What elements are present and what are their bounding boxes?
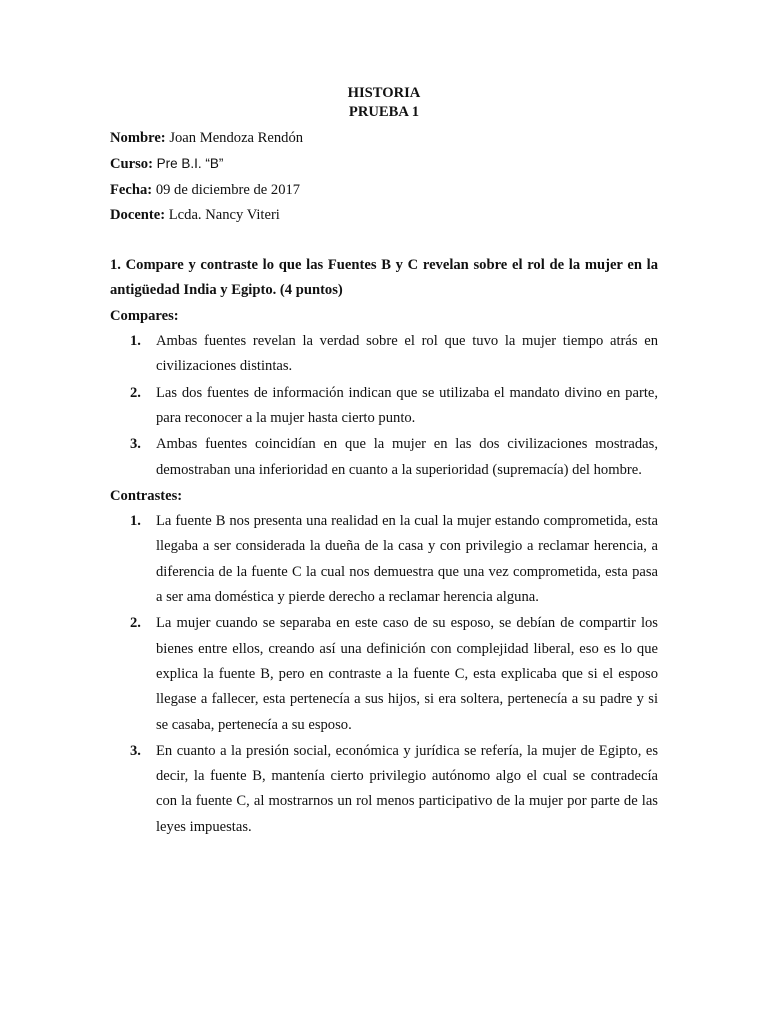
item-number: 2. (130, 615, 141, 632)
list-item (110, 509, 658, 610)
item-number: 1. (130, 513, 141, 530)
item-number: 3. (130, 436, 141, 453)
docente-label: Docente: (110, 206, 166, 223)
nombre-value: Joan Mendoza Rendón (169, 130, 304, 146)
nombre-label: Nombre: (110, 130, 166, 146)
question-text: 1. Compare y contraste lo que las Fuentes B y C revelan sobre el rol de la mujer en la antigüedad India y Egipto. (4 puntos) (110, 257, 658, 299)
list-item (110, 432, 658, 483)
field-fecha (110, 178, 658, 203)
compares-heading: Compares: (110, 307, 179, 324)
compares-list (110, 329, 658, 483)
contrastes-heading: Contrastes: (110, 487, 183, 504)
docente-value: Lcda. Nancy Viteri (168, 206, 280, 223)
item-number: 2. (130, 384, 141, 401)
item-text: Ambas fuentes coincidían en que la mujer en las dos civilizaciones mostradas, demostraban una inferioridad en cuanto a la superioridad (supremacía) del hombre. (156, 436, 658, 478)
document-subtitle: PRUEBA 1 (348, 104, 420, 120)
document-title: HISTORIA (347, 85, 421, 101)
fecha-label: Fecha: (110, 181, 153, 198)
spacer (110, 228, 658, 253)
document-page (110, 84, 658, 841)
list-item (110, 381, 658, 432)
item-text: La mujer cuando se separaba en este caso de su esposo, se debían de compartir los bienes entre ellos, creando así una definición con complejidad liberal, eso es lo que explica la fuente B, pero en contraste a la fuente C, esta explicaba que si el esposo llegase a fallecer, esta pertenecía a sus hijos, si era soltera, pertenecía a su padre y si se casaba, pertenecía a su esposo. (156, 615, 658, 733)
curso-value: Pre B.I. “B” (156, 156, 224, 172)
item-text: Las dos fuentes de información indican que se utilizaba el mandato divino en parte, para reconocer a la mujer hasta cierto punto. (156, 384, 658, 426)
item-text: La fuente B nos presenta una realidad en la cual la mujer estando comprometida, esta llegaba a ser considerada la dueña de la casa y con privilegio a reclamar herencia, a diferencia de la fuente C la cual nos demuestra que una vez comprometida, esta pasa a ser ama doméstica y pierde derecho a reclamar herencia alguna. (156, 513, 658, 606)
item-text: En cuanto a la presión social, económica y jurídica se refería, la mujer de Egipto, es decir, la fuente B, mantenía cierto privilegio autónomo algo el cual se contradecía con la fuente C, al mostrarnos un rol menos participativo de la mujer por parte de las leyes impuestas. (156, 742, 658, 835)
field-nombre (110, 126, 658, 151)
curso-label: Curso: (110, 156, 153, 173)
list-item (110, 739, 658, 840)
field-docente (110, 203, 658, 228)
contrastes-list (110, 509, 658, 840)
list-item (110, 611, 658, 737)
fecha-value: 09 de diciembre de 2017 (155, 181, 301, 198)
item-number: 1. (130, 333, 141, 350)
field-curso (110, 151, 658, 177)
list-item (110, 329, 658, 380)
item-text: Ambas fuentes revelan la verdad sobre el rol que tuvo la mujer tiempo atrás en civilizaciones distintas. (156, 333, 658, 375)
item-number: 3. (130, 742, 141, 759)
